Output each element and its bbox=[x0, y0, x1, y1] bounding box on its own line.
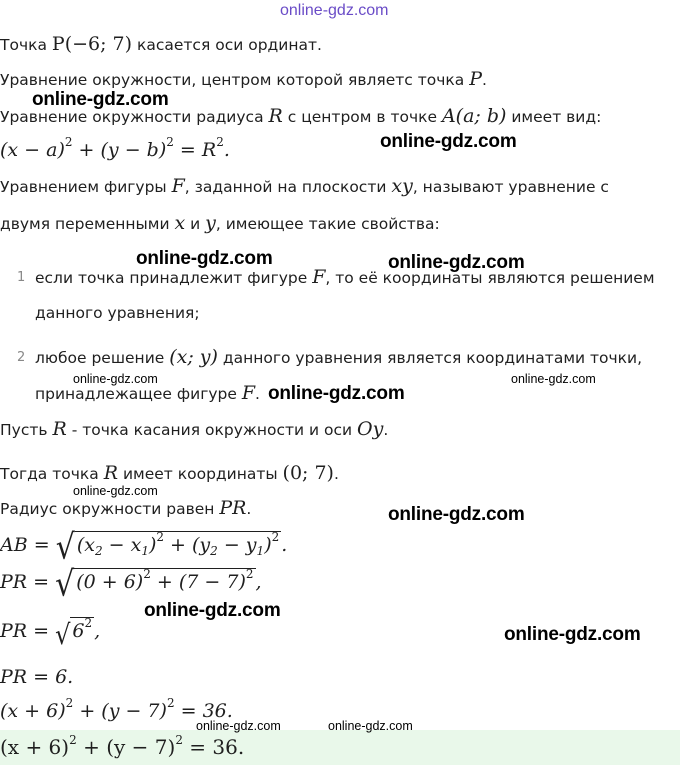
watermark: online-gdz.com bbox=[328, 719, 413, 733]
watermark: online-gdz.com bbox=[144, 600, 281, 621]
line-coordinates: Тогда точка R имеет координаты (0; 7). bbox=[0, 462, 339, 484]
watermark: online-gdz.com bbox=[136, 248, 273, 269]
line-two-variables: двумя переменными x и y, имеющее такие свойства: bbox=[0, 212, 440, 234]
watermark-top: online-gdz.com bbox=[280, 2, 389, 19]
sqrt-sign: √ bbox=[55, 564, 75, 605]
watermark: online-gdz.com bbox=[268, 383, 405, 404]
formula-pr-result: PR = 6. bbox=[0, 666, 74, 688]
list-item-continuation: данного уравнения; bbox=[35, 304, 200, 322]
line-tangent-point: Пусть R - точка касания окружности и оси Oy. bbox=[0, 418, 389, 440]
radicand: $(x_2 - x_1)^2 + (y_2 - y_1)^2$ bbox=[76, 530, 280, 558]
list-item: любое решение (x; y) данного уравнения является координатами точки, bbox=[35, 346, 643, 368]
formula-distance: AB = √ $(x_2 - x_1)^2 + (y_2 - y_1)^2$ . bbox=[0, 527, 288, 568]
watermark: online-gdz.com bbox=[32, 89, 169, 110]
watermark: online-gdz.com bbox=[380, 131, 517, 152]
formula-circle-result: $(x + 6)^2 + (y - 7)^2 = 36$. bbox=[0, 696, 233, 722]
formula-circle-general: $(x - a)^2 + (y - b)^2 = R^2$. bbox=[0, 135, 230, 161]
list-number: 1 bbox=[17, 270, 26, 285]
line-circle-center: Уравнение окружности, центром которой являетс точка P. bbox=[0, 68, 487, 90]
formula-pr-sqrt: PR = √ $(0 + 6)^2 + (7 - 7)^2$ , bbox=[0, 564, 262, 605]
watermark: online-gdz.com bbox=[73, 372, 158, 386]
line-radius: Радиус окружности равен PR. bbox=[0, 497, 252, 519]
radicand: $6^2$ bbox=[72, 616, 93, 642]
radicand: $(0 + 6)^2 + (7 - 7)^2$ bbox=[76, 567, 254, 593]
watermark: online-gdz.com bbox=[504, 624, 641, 645]
answer-formula: $(x + 6)^2 + (y - 7)^2 = 36$. bbox=[0, 733, 245, 759]
watermark: online-gdz.com bbox=[196, 719, 281, 733]
watermark: online-gdz.com bbox=[73, 484, 158, 498]
sqrt-sign: √ bbox=[55, 527, 75, 568]
sqrt-sign: √ bbox=[55, 618, 71, 652]
list-item-continuation: принадлежащее фигуре F. bbox=[35, 382, 260, 404]
line-figure-equation: Уравнением фигуры F, заданной на плоскости xy, называют уравнение с bbox=[0, 175, 609, 197]
line-point-p: Точка P(−6; 7) касается оси ординат. bbox=[0, 33, 322, 55]
math-point-p: P(−6; 7) bbox=[51, 33, 133, 55]
line-circle-equation-intro: Уравнение окружности радиуса R с центром в точке A(a; b) имеет вид: bbox=[0, 105, 602, 127]
watermark: online-gdz.com bbox=[388, 504, 525, 525]
formula-pr-six-squared: PR = √ $6^2$ , bbox=[0, 616, 101, 652]
list-item: если точка принадлежит фигуре F, то её координаты являются решением bbox=[35, 266, 655, 288]
list-number: 2 bbox=[17, 350, 26, 365]
watermark: online-gdz.com bbox=[388, 252, 525, 273]
watermark: online-gdz.com bbox=[511, 372, 596, 386]
